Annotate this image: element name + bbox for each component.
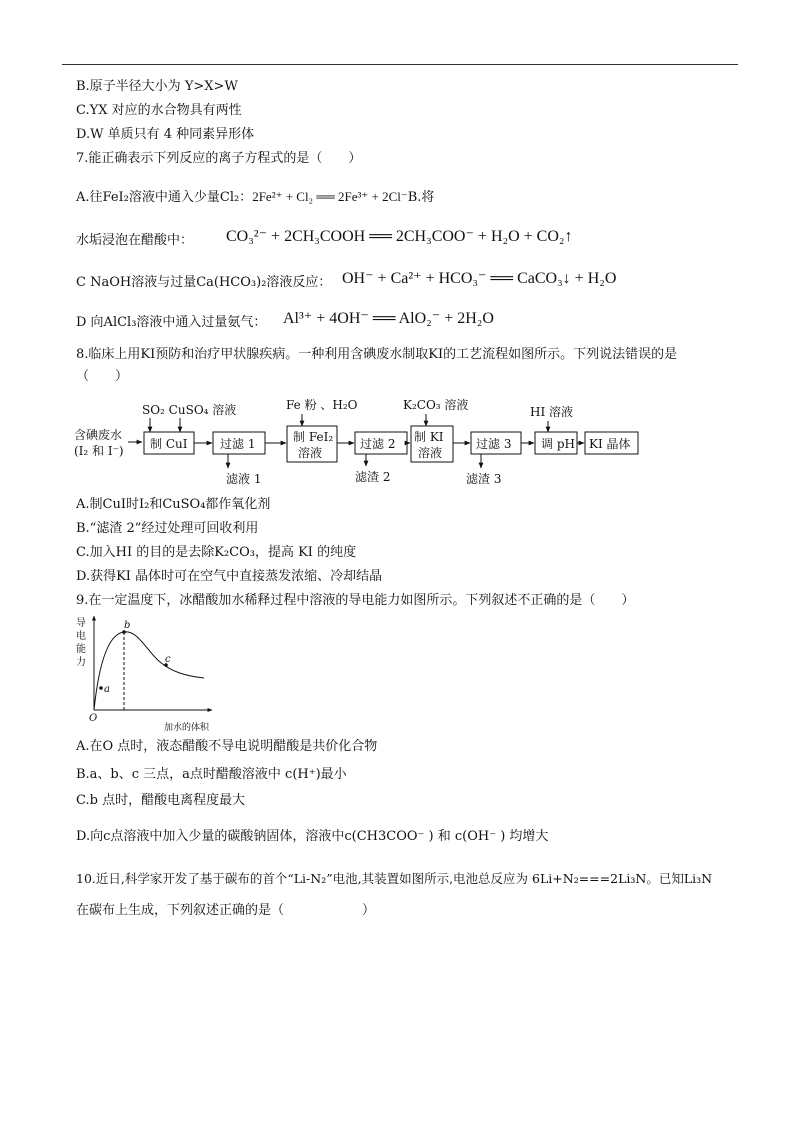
flow-box5-line1: 制 KI — [414, 430, 444, 444]
q8-option-c: C.加入HI 的目的是去除K₂CO₃，提高 KI 的纯度 — [76, 545, 357, 560]
flow-box3-line2: 溶液 — [298, 446, 323, 460]
graph-ylabel-1: 导 — [76, 618, 86, 629]
flow-out3: 滤渣 3 — [466, 472, 502, 486]
header-rule — [62, 64, 738, 65]
q9-option-c: C.b 点时，醋酸电离程度最大 — [76, 793, 246, 808]
flow-reagent4: HI 溶液 — [530, 405, 574, 419]
graph-xlabel: 加水的体积 — [164, 723, 210, 733]
flow-box1-label: 制 CuI — [150, 437, 188, 451]
q7-d-equation: Al³⁺ + 4OH⁻ ══ AlO₂⁻ + 2H₂O — [283, 310, 494, 327]
q9-option-b: B.a、b、c 三点，a点时醋酸溶液中 c(H⁺)最小 — [76, 767, 347, 782]
q10-line2: 在碳布上生成，下列叙述正确的是（ ） — [76, 903, 376, 918]
graph-label-a: a — [104, 684, 110, 695]
q9-stem: 9.在一定温度下，冰醋酸加水稀释过程中溶液的导电能力如图所示。下列叙述不正确的是（ ） — [76, 593, 635, 608]
q7-option-a — [76, 188, 434, 207]
q8-flowchart — [70, 394, 670, 490]
q7-a-prefix: A.往FeI₂溶液中通入少量Cl₂： — [76, 190, 253, 205]
q7-c-equation: OH⁻ + Ca²⁺ + HCO₃⁻ ══ CaCO₃↓ + H₂O — [342, 270, 617, 287]
q7-d-prefix: D 向AlCl₃溶液中通入过量氨气： — [76, 315, 267, 330]
q9-option-d: D.向c点溶液中加入少量的碳酸钠固体，溶液中c(CH3COO⁻ ) 和 c(OH⁻ ) 均增大 — [76, 829, 549, 844]
q7-a-equation: 2Fe²⁺ + Cl₂ ══ 2Fe³⁺ + 2Cl⁻ — [252, 189, 408, 204]
graph-ylabel-4: 力 — [76, 657, 86, 668]
graph-curve — [94, 632, 204, 710]
q6-option-b: B.原子半径大小为 Y>X>W — [76, 79, 238, 94]
graph-point-a — [99, 686, 103, 690]
flow-out1: 滤液 1 — [226, 472, 262, 486]
q8-option-a: A.制CuI时I₂和CuSO₄都作氧化剂 — [76, 497, 271, 512]
flow-box2-label: 过滤 1 — [220, 437, 256, 451]
flow-box3-line1: 制 FeI₂ — [293, 430, 334, 444]
graph-label-b: b — [124, 620, 131, 631]
flow-box5-line2: 溶液 — [418, 446, 443, 460]
q7-b-equation: CO₃²⁻ + 2CH₃COOH ══ 2CH₃COO⁻ + H₂O + CO₂↑ — [226, 228, 573, 245]
flow-out2: 滤渣 2 — [355, 470, 391, 484]
q7-c-prefix: C NaOH溶液与过量Ca(HCO₃)₂溶液反应： — [76, 275, 332, 290]
graph-ylabel-2: 电 — [76, 631, 86, 642]
flow-reagent3: K₂CO₃ 溶液 — [403, 398, 469, 412]
graph-label-c: c — [165, 654, 171, 665]
q10-line1: 10.近日,科学家开发了基于碳布的首个“Li-N₂”电池,其装置如图所示,电池总反应为 6Li+N₂===2Li₃N。已知Li₃N — [76, 871, 713, 886]
q8-option-b: B.“滤渣 2”经过处理可回收利用 — [76, 521, 259, 536]
flow-source-line1: 含碘废水 — [74, 428, 123, 442]
q9-conductivity-graph — [72, 612, 222, 736]
flow-box6-label: 过滤 3 — [476, 437, 512, 451]
graph-ylabel-3: 能 — [76, 644, 86, 655]
q6-option-d: D.W 单质只有 4 种同素异形体 — [76, 127, 255, 142]
flow-source-line2: (I₂ 和 I⁻) — [74, 444, 124, 458]
q7-b-prefix: 水垢浸泡在醋酸中： — [76, 233, 194, 248]
q6-option-c: C.YX 对应的水合物具有两性 — [76, 103, 242, 118]
flow-reagent1: SO₂ CuSO₄ 溶液 — [142, 403, 237, 417]
flow-box8-label: KI 晶体 — [589, 437, 631, 451]
q7-stem: 7.能正确表示下列反应的离子方程式的是（ ） — [76, 151, 362, 166]
q8-paren: （ ） — [76, 369, 129, 384]
flow-box7-label: 调 pH — [541, 437, 575, 451]
q8-stem: 8.临床上用KI预防和治疗甲状腺疾病。一种利用含碘废水制取KI的工艺流程如图所示。下列说法错误的是 — [76, 347, 678, 362]
q8-option-d: D.获得KI 晶体时可在空气中直接蒸发浓缩、冷却结晶 — [76, 569, 383, 584]
graph-origin: O — [89, 713, 98, 724]
q9-option-a: A.在O 点时，液态醋酸不导电说明醋酸是共价化合物 — [76, 739, 378, 754]
flow-reagent2: Fe 粉 、H₂O — [286, 398, 358, 412]
flow-box4-label: 过滤 2 — [360, 437, 396, 451]
q7-a-tail: B.将 — [407, 190, 435, 205]
